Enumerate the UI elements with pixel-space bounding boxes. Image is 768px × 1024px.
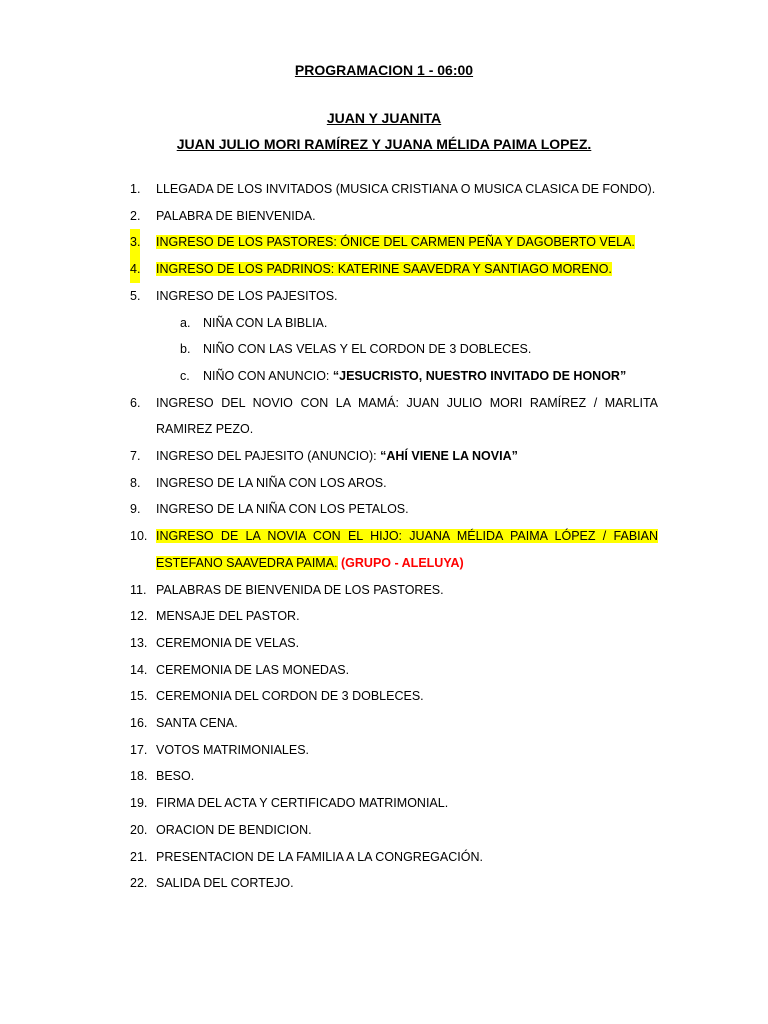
item-number: 19.: [130, 796, 148, 811]
list-item: [0, 203, 768, 230]
item-text: PALABRAS DE BIENVENIDA DE LOS PASTORES.: [156, 582, 444, 597]
item-quote: “AHÍ VIENE LA NOVIA”: [380, 449, 518, 464]
item-number: 15.: [130, 689, 148, 704]
item-text: CEREMONIA DE LAS MONEDAS.: [156, 662, 350, 677]
item-number: 6.: [130, 395, 141, 410]
sub-item-letter: b.: [180, 342, 191, 357]
item-text: INGRESO DEL NOVIO CON LA MAMÁ: JUAN JULIO MORI RAMÍREZ / MARLITA RAMIREZ PEZO.: [156, 395, 658, 437]
list-item: [0, 390, 768, 443]
sub-item-text: NIÑO CON ANUNCIO:: [203, 368, 333, 383]
list-item: [0, 283, 768, 310]
item-text: INGRESO DEL PAJESITO (ANUNCIO):: [156, 449, 381, 464]
list-item: [0, 683, 768, 710]
list-item-highlighted: [0, 523, 768, 576]
sub-item-quote: “JESUCRISTO, NUESTRO INVITADO DE HONOR”: [332, 368, 627, 383]
item-number: 22.: [130, 876, 148, 891]
item-number: 2.: [130, 208, 141, 223]
item-number: 13.: [130, 635, 148, 650]
item-number: 8.: [130, 475, 141, 490]
program-list: [0, 176, 768, 897]
item-number: 5.: [130, 288, 141, 303]
couple-full-names: JUAN JULIO MORI RAMÍREZ Y JUANA MÉLIDA PAIMA LOPEZ.: [176, 136, 592, 152]
item-text: LLEGADA DE LOS INVITADOS (MUSICA CRISTIANA O MUSICA CLASICA DE FONDO).: [156, 182, 656, 196]
list-item: [0, 790, 768, 817]
item-text: CEREMONIA DE VELAS.: [156, 635, 300, 650]
list-item: [0, 844, 768, 871]
item-text: ORACION DE BENDICION.: [156, 822, 312, 837]
item-number: 16.: [130, 716, 148, 731]
list-item: [0, 630, 768, 657]
item-text: BESO.: [156, 769, 195, 784]
item-text: SALIDA DEL CORTEJO.: [156, 876, 294, 891]
sub-list-item: [0, 336, 768, 363]
list-item: [0, 603, 768, 630]
sub-list-item: [0, 310, 768, 337]
item-number: 20.: [130, 822, 148, 837]
sub-list-item: [0, 363, 768, 390]
list-item: [0, 496, 768, 523]
item-number: 21.: [130, 849, 148, 864]
item-number: 17.: [130, 742, 148, 757]
program-title: PROGRAMACION 1 - 06:00: [294, 62, 474, 78]
item-text: VOTOS MATRIMONIALES.: [156, 742, 310, 757]
list-item: [0, 443, 768, 470]
list-item: [0, 737, 768, 764]
couple-nicknames: JUAN Y JUANITA: [326, 110, 442, 126]
item-number: 9.: [130, 502, 141, 517]
list-item-highlighted: [0, 229, 768, 256]
item-number: 18.: [130, 769, 148, 784]
sub-item-letter: a.: [180, 315, 191, 330]
item-text: INGRESO DE LOS PASTORES: ÓNICE DEL CARMEN PEÑA Y DAGOBERTO VELA.: [156, 235, 635, 250]
list-item: [0, 763, 768, 790]
item-text: FIRMA DEL ACTA Y CERTIFICADO MATRIMONIAL.: [156, 796, 449, 811]
list-item: [0, 176, 768, 203]
group-label: (GRUPO - ALELUYA): [341, 555, 464, 570]
list-item: [0, 657, 768, 684]
item-number: 10.: [130, 529, 148, 544]
item-text: INGRESO DE LA NIÑA CON LOS AROS.: [156, 475, 387, 490]
sub-item-text: NIÑA CON LA BIBLIA.: [203, 315, 328, 330]
item-text: INGRESO DE LA NIÑA CON LOS PETALOS.: [156, 502, 409, 517]
item-number: 11.: [130, 582, 147, 597]
list-item: [0, 577, 768, 604]
item-text: MENSAJE DEL PASTOR.: [156, 609, 300, 624]
item-number: 12.: [130, 609, 148, 624]
item-text: PRESENTACION DE LA FAMILIA A LA CONGREGACIÓN.: [156, 849, 483, 864]
list-item: [0, 470, 768, 497]
item-number: 3.: [130, 229, 140, 256]
item-text: PALABRA DE BIENVENIDA.: [156, 208, 316, 223]
item-number: 7.: [130, 449, 141, 464]
list-item: [0, 710, 768, 737]
item-text: INGRESO DE LA NOVIA CON EL HIJO: JUANA MÉLIDA PAIMA LÓPEZ / FABIAN ESTEFANO SAAVEDRA PAIMA.: [156, 529, 658, 570]
item-number: 1.: [130, 182, 141, 196]
item-number: 4.: [130, 256, 140, 283]
list-item-highlighted: [0, 256, 768, 283]
item-text: INGRESO DE LOS PAJESITOS.: [156, 288, 338, 303]
item-text: CEREMONIA DEL CORDON DE 3 DOBLECES.: [156, 689, 424, 704]
list-item: [0, 870, 768, 897]
item-number: 14.: [130, 662, 148, 677]
item-text: SANTA CENA.: [156, 716, 238, 731]
sub-item-text: NIÑO CON LAS VELAS Y EL CORDON DE 3 DOBLECES.: [203, 342, 532, 357]
list-item: [0, 817, 768, 844]
sub-item-letter: c.: [180, 368, 190, 383]
item-text: INGRESO DE LOS PADRINOS: KATERINE SAAVEDRA Y SANTIAGO MORENO.: [156, 262, 612, 277]
